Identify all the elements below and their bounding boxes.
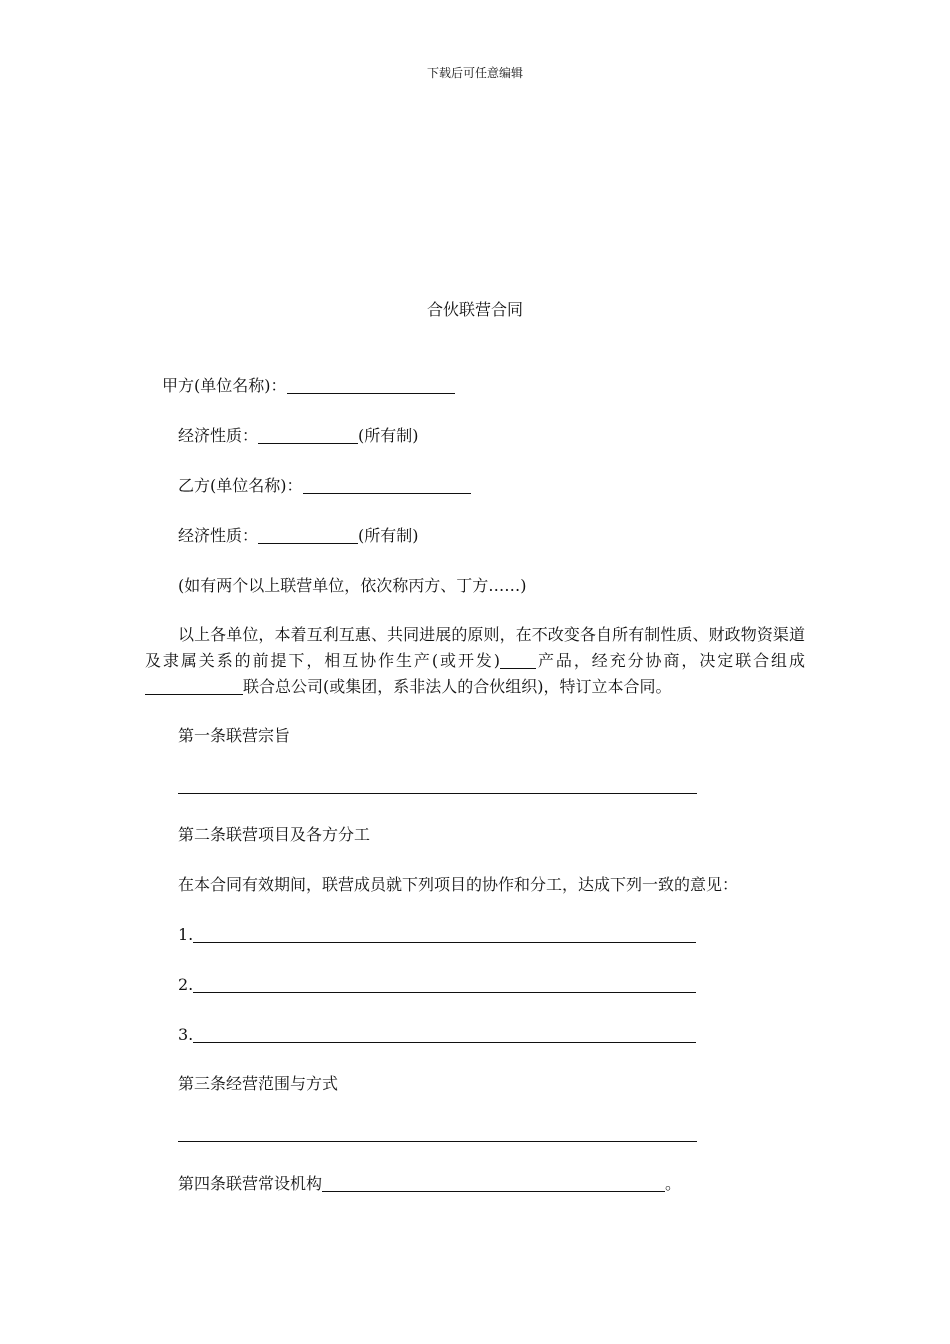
item-3-blank[interactable] <box>193 1025 696 1043</box>
contract-title: 合伙联营合同 <box>426 300 523 319</box>
party-b-nature-suffix: (所有制) <box>358 526 419 545</box>
item-number: 1. <box>178 925 194 944</box>
article1-content-line <box>178 774 697 798</box>
party-a-nature-label: 经济性质： <box>178 426 259 445</box>
item-2-blank[interactable] <box>193 975 696 993</box>
header-note: 下载后可任意编辑 <box>426 66 523 80</box>
article4-end: 。 <box>665 1174 682 1193</box>
article2-item-2 <box>178 973 696 997</box>
party-a-name-blank[interactable] <box>287 376 455 394</box>
item-number: 2. <box>178 975 194 994</box>
party-b-name-blank[interactable] <box>303 476 471 494</box>
article4-line <box>178 1172 681 1196</box>
party-b-label: 乙方(单位名称)： <box>178 476 303 495</box>
product-blank[interactable] <box>500 651 536 669</box>
article2-intro: 在本合同有效期间，联营成员就下列项目的协作和分工，达成下列一致的意见： <box>178 875 739 894</box>
article2-item-3 <box>178 1023 696 1047</box>
party-a-label: 甲方(单位名称)： <box>162 376 287 395</box>
party-a-nature-blank[interactable] <box>258 426 358 444</box>
party-a-nature-suffix: (所有制) <box>358 426 419 445</box>
party-a-line <box>162 374 455 398</box>
article3-content-line <box>178 1122 697 1146</box>
article2-item-1 <box>178 923 696 947</box>
item-1-blank[interactable] <box>193 925 696 943</box>
article4-heading: 第四条联营常设机构 <box>178 1174 323 1193</box>
preamble-part1: 以上各单位，本着互利互惠、共同进展的原则，在不改变各自所有制性质、财政物资渠道及隶属关系的前提下，相互协作生产(或开发) <box>145 625 805 670</box>
article1-heading: 第一条联营宗旨 <box>178 726 291 745</box>
article3-heading: 第三条经营范围与方式 <box>178 1074 339 1093</box>
party-b-nature-line <box>178 524 419 548</box>
party-b-line <box>178 474 471 498</box>
preamble-paragraph <box>145 622 805 700</box>
preamble-part2: 产品，经充分协商，决定联合组成 <box>536 651 805 670</box>
article1-blank[interactable] <box>178 776 697 794</box>
preamble-part3: 联合总公司(或集团，系非法人的合伙组织)，特订立本合同。 <box>243 677 672 696</box>
party-b-nature-label: 经济性质： <box>178 526 259 545</box>
party-a-nature-line <box>178 424 419 448</box>
article2-heading: 第二条联营项目及各方分工 <box>178 825 371 844</box>
item-number: 3. <box>178 1025 194 1044</box>
article3-blank[interactable] <box>178 1124 697 1142</box>
article4-blank[interactable] <box>322 1174 665 1192</box>
party-b-nature-blank[interactable] <box>258 526 358 544</box>
company-name-blank[interactable] <box>145 677 243 695</box>
multi-party-note: (如有两个以上联营单位，依次称丙方、丁方……) <box>178 576 527 595</box>
